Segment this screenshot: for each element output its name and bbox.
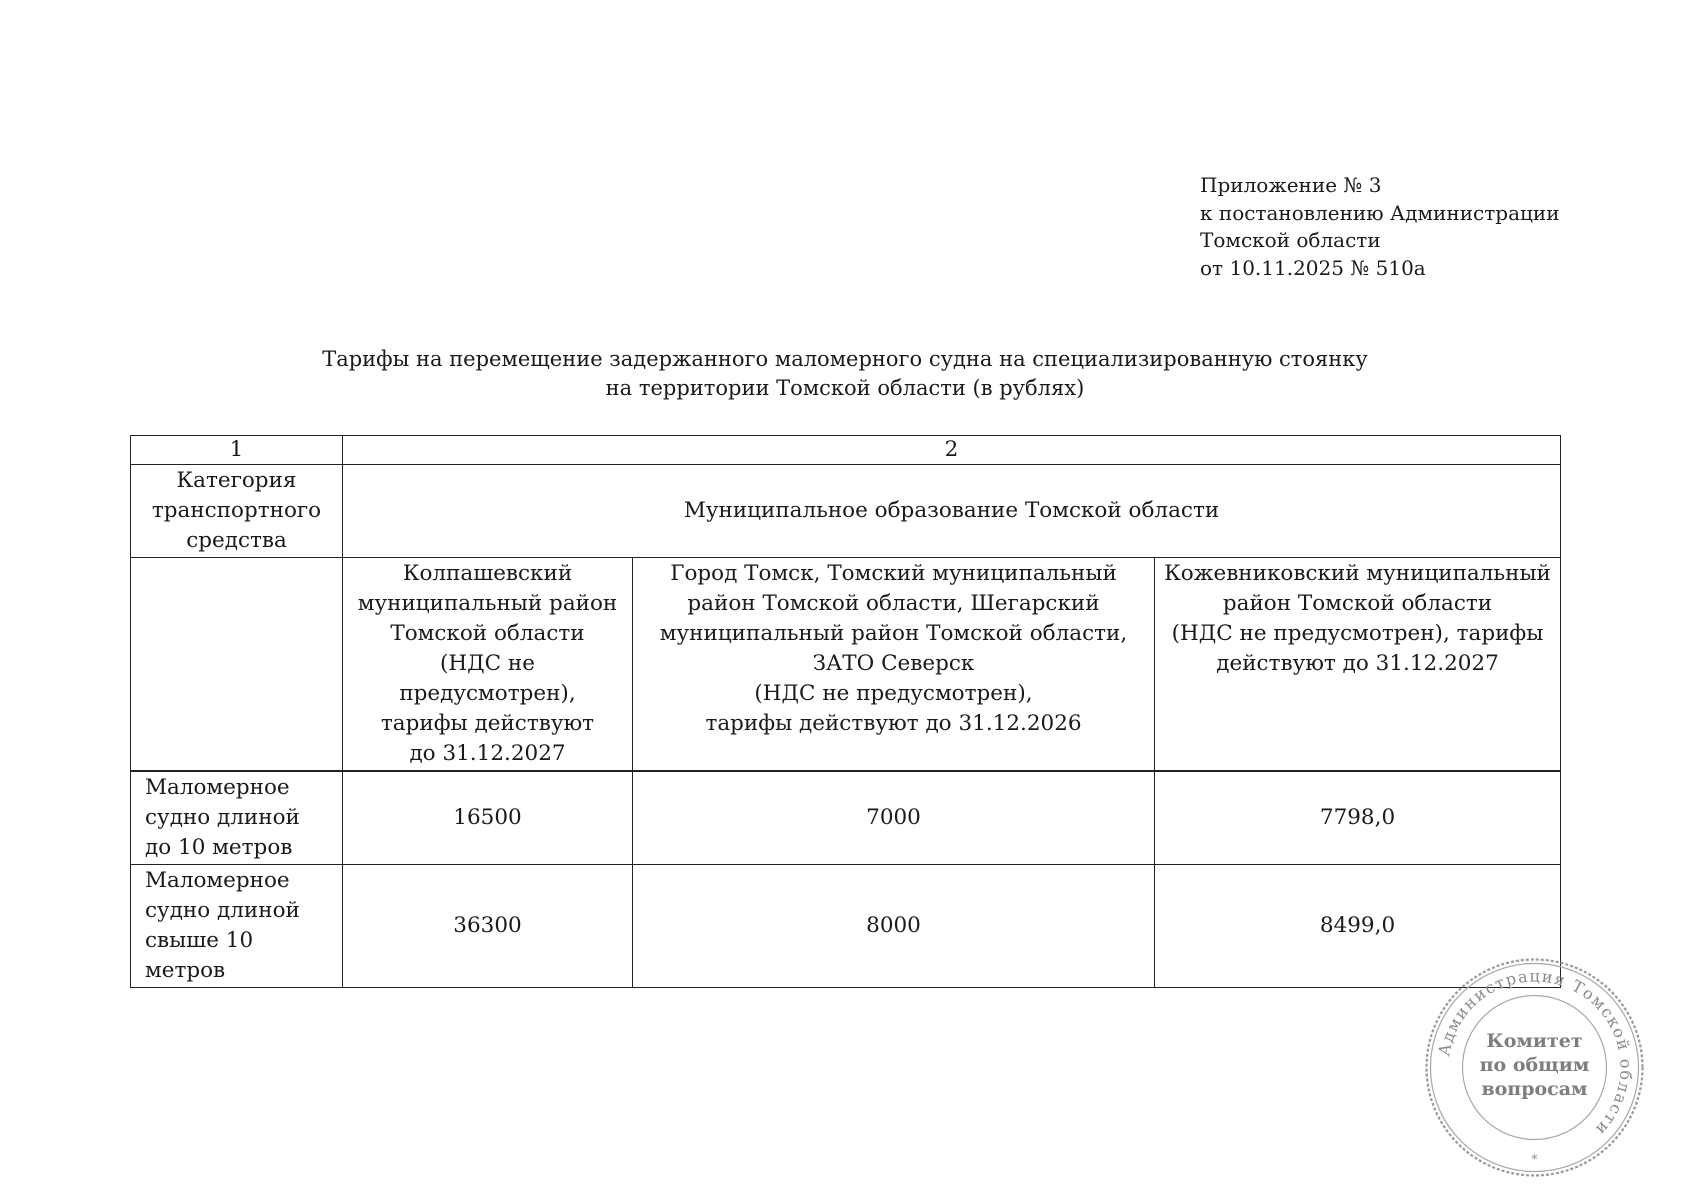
category-line: свыше 10 метров	[145, 928, 254, 983]
appendix-region: Томской области	[1200, 228, 1381, 252]
district-header-cell	[343, 558, 633, 772]
district-line: муниципальный район	[357, 591, 618, 616]
district-line: тарифы действуют до 31.12.2026	[705, 711, 1082, 736]
category-line: Маломерное	[145, 868, 290, 893]
category-header-line: средства	[186, 528, 287, 553]
municipality-header-cell: Муниципальное образование Томской области	[343, 465, 1561, 558]
district-line: (НДС не предусмотрен), тарифы	[1171, 621, 1544, 646]
stamp-star: *	[1531, 1152, 1538, 1166]
tariff-value-cell: 8499,0	[1155, 865, 1561, 988]
district-line: район Томской области, Шегарский	[687, 591, 1100, 616]
district-line: действуют до 31.12.2027	[1216, 651, 1499, 676]
appendix-number: Приложение № 3	[1200, 173, 1382, 197]
district-line: Город Томск, Томский муниципальный	[670, 561, 1117, 586]
category-header-line: Категория	[176, 468, 297, 493]
stamp-center-line: вопросам	[1481, 1078, 1588, 1100]
district-header-cell	[1155, 558, 1561, 772]
column-number-row	[131, 436, 1561, 465]
table-row	[131, 865, 1561, 988]
tariff-value-cell: 36300	[343, 865, 633, 988]
stamp-center-line: Комитет	[1486, 1030, 1583, 1052]
empty-cell	[131, 558, 343, 772]
stamp-ring-text-path: Администрация Томской области	[1434, 966, 1636, 1140]
category-cell	[131, 865, 343, 988]
category-cell	[131, 771, 343, 865]
category-header-cell	[131, 465, 343, 558]
district-line: муниципальный район Томской области,	[659, 621, 1128, 646]
appendix-header	[1200, 172, 1560, 282]
category-line: до 10 метров	[145, 835, 293, 860]
document-title	[130, 345, 1560, 403]
title-line-1: Тарифы на перемещение задержанного маломерного судна на специализированную стоянку	[322, 347, 1368, 371]
district-header-cell	[633, 558, 1155, 772]
district-line: ЗАТО Северск	[812, 651, 975, 676]
appendix-date-number: от 10.11.2025 № 510а	[1200, 255, 1426, 280]
title-line-2: на территории Томской области (в рублях)	[605, 376, 1085, 400]
district-line: тарифы действуют	[380, 711, 595, 736]
district-line: (НДС не предусмотрен),	[399, 651, 576, 706]
column-number-cell: 1	[131, 436, 343, 465]
district-header-row	[131, 558, 1561, 772]
category-line: судно длиной	[145, 898, 300, 923]
category-header-line: транспортного	[151, 498, 322, 523]
category-line: судно длиной	[145, 805, 300, 830]
district-line: район Томской области	[1222, 591, 1493, 616]
tariff-value-cell: 7798,0	[1155, 771, 1561, 865]
district-line: Кожевниковский муниципальный	[1164, 561, 1551, 586]
district-line: Колпашевский	[402, 561, 573, 586]
tariff-value-cell: 7000	[633, 771, 1155, 865]
table-row	[131, 771, 1561, 865]
stamp-center-line: по общим	[1479, 1054, 1590, 1076]
official-stamp	[1422, 955, 1647, 1180]
district-line: (НДС не предусмотрен),	[754, 681, 1033, 706]
category-line: Маломерное	[145, 775, 290, 800]
district-line: до 31.12.2027	[409, 741, 566, 766]
appendix-reference: к постановлению Администрации	[1200, 200, 1560, 225]
tariff-value-cell: 8000	[633, 865, 1155, 988]
district-line: Томской области	[390, 621, 585, 646]
tariff-value-cell: 16500	[343, 771, 633, 865]
column-number-cell: 2	[343, 436, 1561, 465]
header-row	[131, 465, 1561, 558]
tariff-table	[130, 435, 1561, 988]
